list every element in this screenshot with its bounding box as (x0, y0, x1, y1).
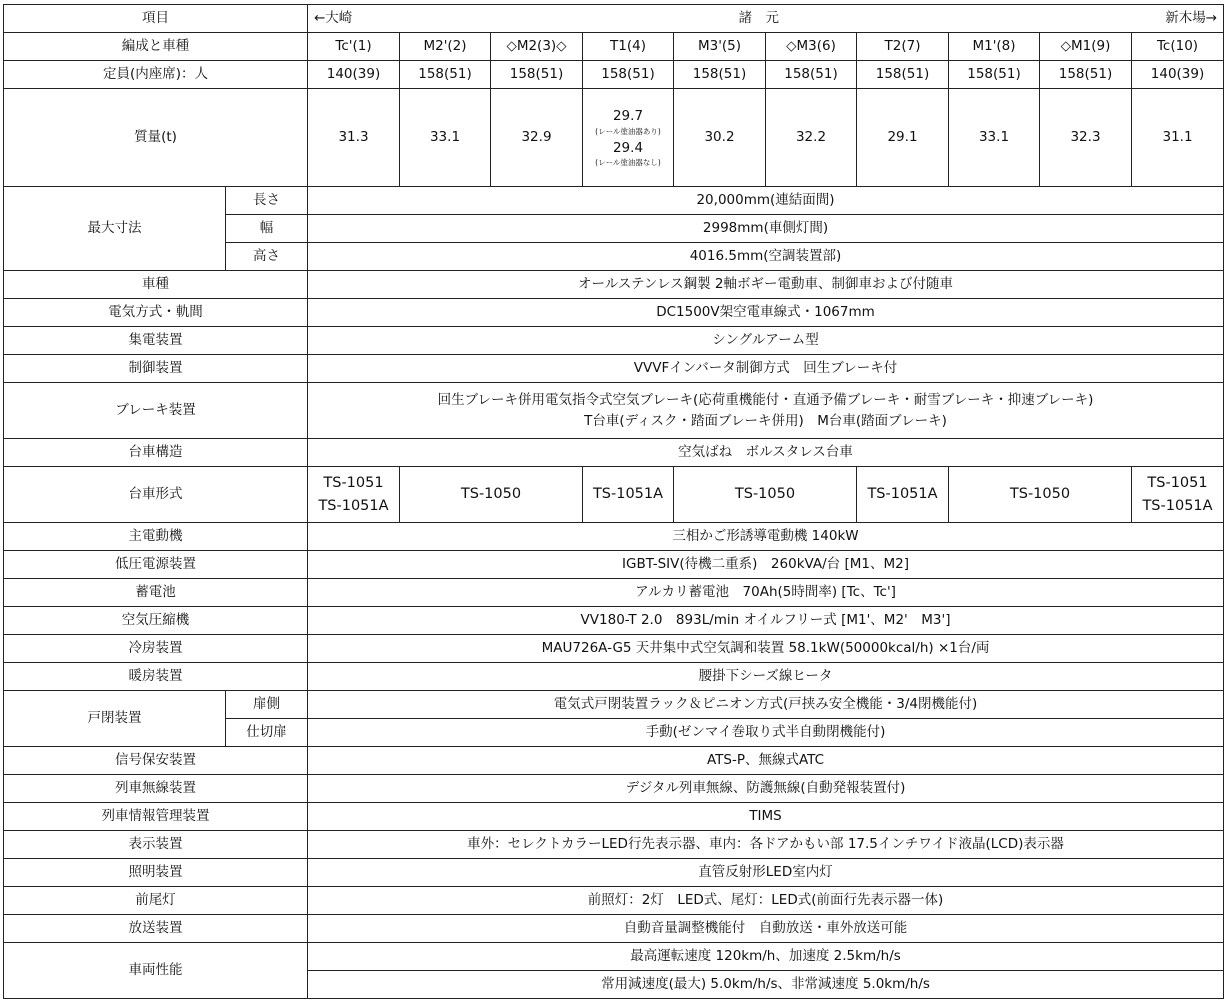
value-cell: 常用減速度(最大) 5.0km/h/s、非常減速度 5.0km/h/s (308, 971, 1224, 999)
value-cell: 2998mm(車側灯間) (308, 215, 1224, 243)
value-cell: 手動(ゼンマイ巻取り式半自動閉機能付) (308, 719, 1224, 747)
bogie-tc10-line-2: TS-1051A (1142, 497, 1213, 514)
row-label: 列車情報管理装置 (4, 803, 308, 831)
value-cell: 20,000mm(連結面間) (308, 187, 1224, 215)
signal-row (4, 747, 1224, 775)
row-label: 車種 (4, 271, 308, 299)
spec-table (3, 4, 1224, 999)
capacity-cell: 158(51) (491, 61, 583, 89)
brake-line-2: T台車(ディスク・踏面ブレーキ併用) M台車(踏面ブレーキ) (584, 412, 947, 429)
mass-cell: 32.3 (1040, 89, 1132, 187)
value-cell: IGBT-SIV(待機二重系) 260kVA/台 [M1、M2] (308, 551, 1224, 579)
row-label: 照明装置 (4, 859, 308, 887)
car-type-row (4, 271, 1224, 299)
capacity-cell: 140(39) (1132, 61, 1224, 89)
value-cell: アルカリ蓄電池 70Ah(5時間率) [Tc、Tc'] (308, 579, 1224, 607)
value-cell: VVVFインバータ制御方式 回生ブレーキ付 (308, 355, 1224, 383)
capacity-row (4, 61, 1224, 89)
mass-cell: 32.9 (491, 89, 583, 187)
car-cell: ◇M3(6) (766, 33, 857, 61)
value-cell: TIMS (308, 803, 1224, 831)
mass-t1-with-oiler-note: (レール塗油器あり) (595, 127, 661, 136)
mass-cell: 32.2 (766, 89, 857, 187)
control-row (4, 355, 1224, 383)
car-cell: ◇M1(9) (1040, 33, 1132, 61)
row-label: 台車構造 (4, 439, 308, 467)
bogie-type-tc10 (1132, 467, 1224, 523)
bogie-tc10-line-1: TS-1051 (1147, 475, 1208, 492)
formation-row (4, 33, 1224, 61)
row-label: 空気圧縮機 (4, 607, 308, 635)
car-cell: M2'(2) (400, 33, 491, 61)
radio-row (4, 775, 1224, 803)
value-cell (308, 383, 1224, 439)
mass-cell: 29.1 (857, 89, 949, 187)
specs-header (308, 5, 1224, 33)
capacity-cell: 158(51) (949, 61, 1040, 89)
value-cell: 電気式戸閉装置ラック＆ピニオン方式(戸挟み安全機能・3/4閉機能付) (308, 691, 1224, 719)
row-label: 表示装置 (4, 831, 308, 859)
collector-row (4, 327, 1224, 355)
bogie-tc1-line-2: TS-1051A (318, 497, 389, 514)
value-cell: 直管反射形LED室内灯 (308, 859, 1224, 887)
sub-label: 長さ (226, 187, 308, 215)
capacity-cell: 158(51) (583, 61, 674, 89)
value-cell: 空気ばね ボルスタレス台車 (308, 439, 1224, 467)
mass-t1-with-oiler: 29.7 (612, 108, 644, 125)
row-label: 低圧電源装置 (4, 551, 308, 579)
headlight-row (4, 887, 1224, 915)
right-direction: 新木場→ (1165, 10, 1218, 27)
car-cell: Tc'(1) (308, 33, 400, 61)
mass-cell-t1 (583, 89, 674, 187)
sub-label: 幅 (226, 215, 308, 243)
bogie-tc1-line-1: TS-1051 (323, 475, 384, 492)
car-cell: Tc(10) (1132, 33, 1224, 61)
value-cell: デジタル列車無線、防護無線(自動発報装置付) (308, 775, 1224, 803)
brake-row (4, 383, 1224, 439)
door-side-row (4, 691, 1224, 719)
mass-t1-without-oiler-note: (レール塗油器なし) (595, 158, 661, 168)
bogie-type-m3: TS-1050 (674, 467, 857, 523)
tims-row (4, 803, 1224, 831)
capacity-cell: 158(51) (1040, 61, 1132, 89)
bogie-type-tc1 (308, 467, 400, 523)
row-label: 冷房装置 (4, 635, 308, 663)
row-label: 暖房装置 (4, 663, 308, 691)
performance-row-1 (4, 943, 1224, 971)
value-cell: MAU726A-G5 天井集中式空気調和装置 58.1kW(50000kcal/h) ×1台/両 (308, 635, 1224, 663)
row-label: 前尾灯 (4, 887, 308, 915)
row-label: 信号保安装置 (4, 747, 308, 775)
battery-row (4, 579, 1224, 607)
row-label: 電気方式・軌間 (4, 299, 308, 327)
value-cell: 腰掛下シーズ線ヒータ (308, 663, 1224, 691)
capacity-cell: 158(51) (400, 61, 491, 89)
sub-label: 高さ (226, 243, 308, 271)
lighting-row (4, 859, 1224, 887)
value-cell: 自動音量調整機能付 自動放送・車外放送可能 (308, 915, 1224, 943)
capacity-cell: 158(51) (766, 61, 857, 89)
bogie-structure-row (4, 439, 1224, 467)
sub-label: 仕切扉 (226, 719, 308, 747)
sub-label: 扉側 (226, 691, 308, 719)
row-label: 蓄電池 (4, 579, 308, 607)
row-label: 台車形式 (4, 467, 308, 523)
car-cell: T1(4) (583, 33, 674, 61)
value-cell: 三相かご形誘導電動機 140kW (308, 523, 1224, 551)
row-label: ブレーキ装置 (4, 383, 308, 439)
row-label: 編成と車種 (4, 33, 308, 61)
row-label: 戸閉装置 (4, 691, 226, 747)
cooling-row (4, 635, 1224, 663)
row-label: 車両性能 (4, 943, 308, 999)
car-cell: M3'(5) (674, 33, 766, 61)
specs-label: 諸 元 (738, 10, 780, 27)
row-label: 列車無線装置 (4, 775, 308, 803)
header-row (4, 5, 1224, 33)
mass-cell: 31.3 (308, 89, 400, 187)
mass-cell: 30.2 (674, 89, 766, 187)
row-label: 最大寸法 (4, 187, 226, 271)
capacity-cell: 158(51) (674, 61, 766, 89)
bogie-type-t1: TS-1051A (583, 467, 674, 523)
mass-row (4, 89, 1224, 187)
brake-line-1: 回生ブレーキ併用電気指令式空気ブレーキ(応荷重機能付・直通予備ブレーキ・耐雪ブレーキ・抑速ブレーキ) (437, 391, 1094, 408)
mass-cell: 33.1 (400, 89, 491, 187)
capacity-cell: 158(51) (857, 61, 949, 89)
row-label: 定員(内座席)：人 (4, 61, 308, 89)
mass-cell: 31.1 (1132, 89, 1224, 187)
value-cell: オールステンレス鋼製 2軸ボギー電動車、制御車および付随車 (308, 271, 1224, 299)
value-cell: 4016.5mm(空調装置部) (308, 243, 1224, 271)
compressor-row (4, 607, 1224, 635)
aux-power-row (4, 551, 1224, 579)
mass-cell: 33.1 (949, 89, 1040, 187)
row-label: 制御装置 (4, 355, 308, 383)
capacity-cell: 140(39) (308, 61, 400, 89)
value-cell: 車外：セレクトカラーLED行先表示器、車内：各ドアかもい部 17.5インチワイド液晶(LCD)表示器 (308, 831, 1224, 859)
row-label: 質量(t) (4, 89, 308, 187)
value-cell: DC1500V架空電車線式・1067mm (308, 299, 1224, 327)
bogie-type-m2: TS-1050 (400, 467, 583, 523)
item-header: 項目 (4, 5, 308, 33)
dimension-length-row (4, 187, 1224, 215)
electric-row (4, 299, 1224, 327)
value-cell: 最高運転速度 120km/h、加速度 2.5km/h/s (308, 943, 1224, 971)
car-cell: ◇M2(3)◇ (491, 33, 583, 61)
car-cell: M1'(8) (949, 33, 1040, 61)
value-cell: ATS-P、無線式ATC (308, 747, 1224, 775)
row-label: 集電装置 (4, 327, 308, 355)
heating-row (4, 663, 1224, 691)
bogie-type-t2: TS-1051A (857, 467, 949, 523)
value-cell: VV180-T 2.0 893L/min オイルフリー式 [M1'、M2' M3'] (308, 607, 1224, 635)
bogie-type-m1: TS-1050 (949, 467, 1132, 523)
broadcast-row (4, 915, 1224, 943)
row-label: 放送装置 (4, 915, 308, 943)
row-label: 主電動機 (4, 523, 308, 551)
display-row (4, 831, 1224, 859)
left-direction: ←大崎 (314, 10, 353, 27)
bogie-type-row (4, 467, 1224, 523)
car-cell: T2(7) (857, 33, 949, 61)
mass-t1-without-oiler: 29.4 (612, 139, 644, 156)
value-cell: シングルアーム型 (308, 327, 1224, 355)
value-cell: 前照灯：2灯 LED式、尾灯：LED式(前面行先表示器一体) (308, 887, 1224, 915)
motor-row (4, 523, 1224, 551)
